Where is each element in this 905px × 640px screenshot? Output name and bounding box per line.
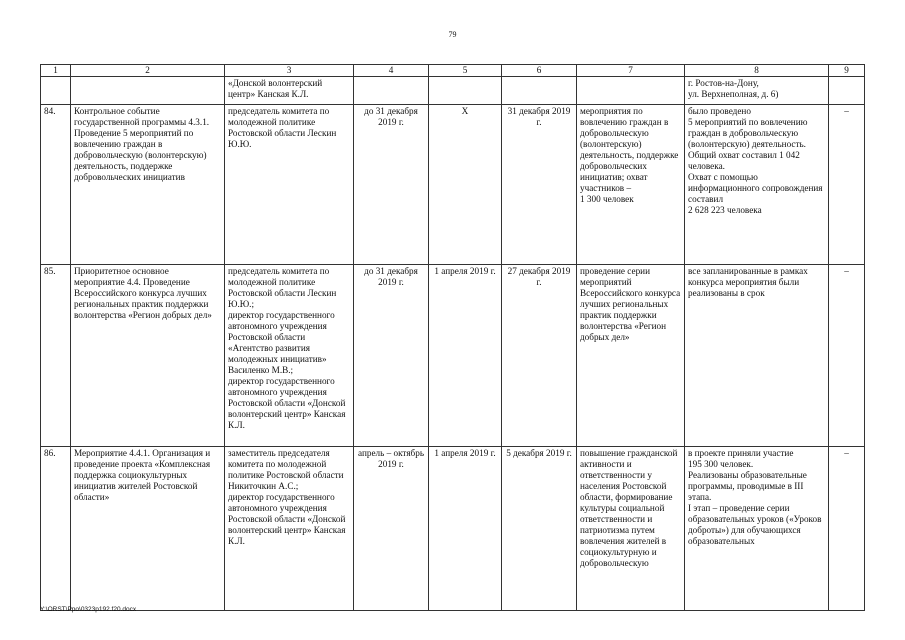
actual-date: 31 декабря 2019 г. — [502, 105, 577, 265]
expected-result: повышение гражданской активности и ответственности у населения Ростовской области, формирование культуры социальной ответственности и патриотизма путем вовлечения жителей в социокультурную и добровольческую — [577, 447, 685, 611]
measure-name: Мероприятие 4.4.1. Организация и проведение проекта «Комплексная поддержка социокультурных инициатив жителей Ростовской области» — [71, 447, 225, 611]
column-number-row — [41, 65, 865, 77]
responsible-person: заместитель председателя комитета по молодежной политике Ростовской области Никиточкин А.С.; директор государственного автономного учреждения Ростовской области «Донской волонтерский центр» Канская К.Л. — [225, 447, 354, 611]
actual-date: 27 декабря 2019 г. — [502, 265, 577, 447]
row-number: 84. — [41, 105, 71, 265]
actual-date: 5 декабря 2019 г. — [502, 447, 577, 611]
column-header: 7 — [577, 65, 685, 77]
note — [829, 77, 865, 105]
expected-result — [577, 77, 685, 105]
measure-name: Контрольное событие государственной программы 4.3.1. Проведение 5 мероприятий по вовлечению граждан в добровольческую (волонтерскую) деятельность, поддержке добровольческих инициатив — [71, 105, 225, 265]
planned-date: до 31 декабря 2019 г. — [354, 265, 429, 447]
actual-result: в проекте приняли участие 195 300 человек. Реализованы образовательные программы, проводимые в III этапа. I этап – проведение серии образовательных уроков («Уроков доброты») для обучающихся образовательных — [685, 447, 829, 611]
column-header: 2 — [71, 65, 225, 77]
start-date: X — [429, 105, 502, 265]
column-header: 4 — [354, 65, 429, 77]
column-header: 9 — [829, 65, 865, 77]
table-row — [41, 447, 865, 611]
measure-name: Приоритетное основное мероприятие 4.4. Проведение Всероссийского конкурса лучших региональных практик поддержки волонтерства «Регион добрых дел» — [71, 265, 225, 447]
table-row — [41, 105, 865, 265]
planned-date: апрель – октябрь 2019 г. — [354, 447, 429, 611]
start-date: 1 апреля 2019 г. — [429, 447, 502, 611]
responsible-person: председатель комитета по молодежной политике Ростовской области Лескин Ю.Ю.; директор государственного автономного учреждения Ростовской области «Агентство развития молодежных инициатив» Василенко М.В.; директор государственного автономного учреждения Ростовской области «Донской волонтерский центр» Канская К.Л. — [225, 265, 354, 447]
row-number: 86. — [41, 447, 71, 611]
planned-date: до 31 декабря 2019 г. — [354, 105, 429, 265]
note: – — [829, 265, 865, 447]
table-row — [41, 265, 865, 447]
start-date: 1 апреля 2019 г. — [429, 265, 502, 447]
column-header: 1 — [41, 65, 71, 77]
page-number: 79 — [448, 30, 457, 39]
actual-date — [502, 77, 577, 105]
measure-name — [71, 77, 225, 105]
responsible-person: председатель комитета по молодежной политике Ростовской области Лескин Ю.Ю. — [225, 105, 354, 265]
note: – — [829, 447, 865, 611]
table-row — [41, 77, 865, 105]
column-header: 8 — [685, 65, 829, 77]
column-header: 5 — [429, 65, 502, 77]
column-header: 3 — [225, 65, 354, 77]
expected-result: мероприятия по вовлечению граждан в добровольческую (волонтерскую) деятельность, поддержке добровольческих инициатив; охват участников – 1 300 человек — [577, 105, 685, 265]
note: – — [829, 105, 865, 265]
actual-result: было проведено 5 мероприятий по вовлечению граждан в добровольческую (волонтерскую) деятельность. Общий охват составил 1 042 человека. Охват с помощью информационного сопровождения составил 2 628 223 человека — [685, 105, 829, 265]
column-header: 6 — [502, 65, 577, 77]
report-table — [40, 64, 865, 611]
responsible-person: «Донской волонтерский центр» Канская К.Л. — [225, 77, 354, 105]
actual-result: г. Ростов-на-Дону, ул. Верхнеполная, д. 6) — [685, 77, 829, 105]
document-file-path: Y:\ORST\Ppo\0323p192.f20.docx — [40, 606, 137, 613]
row-number: 85. — [41, 265, 71, 447]
expected-result: проведение серии мероприятий Всероссийского конкурса лучших региональных практик поддержки волонтерства «Регион добрых дел» — [577, 265, 685, 447]
row-number — [41, 77, 71, 105]
planned-date — [354, 77, 429, 105]
actual-result: все запланированные в рамках конкурса мероприятия были реализованы в срок — [685, 265, 829, 447]
start-date — [429, 77, 502, 105]
